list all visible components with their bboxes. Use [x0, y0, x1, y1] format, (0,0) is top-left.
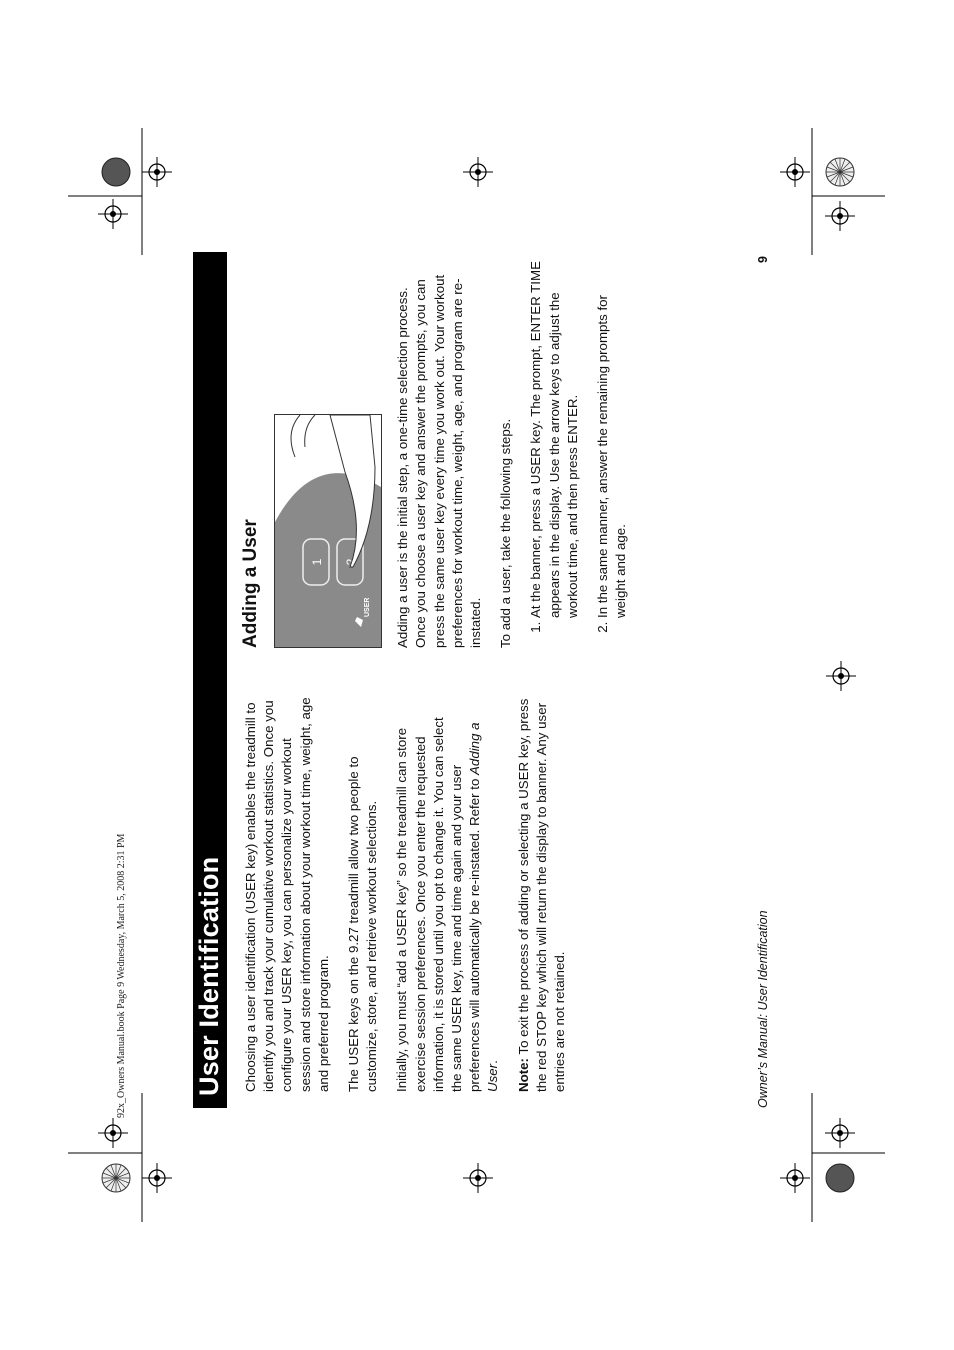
section-heading: Adding a User [240, 519, 261, 648]
step-2: 2. In the same manner, answer the remaining prompts for weight and age. [594, 258, 630, 618]
user-key-illustration [274, 414, 382, 648]
intro-paragraph: Choosing a user identification (USER key) enables the treadmill to identify you and track your cumulative workout statistics. Once you configure your USER key, you can personalize your workout session and store information about your workout time, weight, age and preferred program. [243, 697, 331, 1092]
user-label: USER [364, 597, 372, 617]
note-paragraph: Note: To exit the process of adding or selecting a USER key, press the red STOP key which will return the display to banner. Any user entries are not retained. [515, 698, 568, 1092]
page-number: 9 [756, 256, 770, 263]
user-keys-paragraph: The USER keys on the 9.27 treadmill allow two people to customize, store, and retrieve workout selections. [346, 756, 380, 1092]
steps-list [527, 258, 630, 648]
adding-user-paragraph: Adding a user is the initial step, a one-time selection process. Once you choose a user key and answer the prompts, you can press the same user key every time you work out. Your workout preferences for workout time, weight, age, and program are re-instated. [395, 274, 484, 648]
note-label: Note: [515, 1058, 531, 1092]
right-column [242, 258, 642, 648]
page-content [0, 252, 770, 1108]
title-bar [193, 252, 227, 1108]
key-2-label: 2 [344, 558, 359, 566]
page-title: User Identification [194, 856, 224, 1096]
left-column [242, 697, 581, 1092]
steps-intro: To add a user, take the following steps. [498, 418, 514, 648]
adding-user-reference: Adding a User [467, 722, 501, 1092]
step-1: 1. At the banner, press a USER key. The prompt, ENTER TIME appears in the display. Use the arrow keys to adjust the workout time, and then press ENTER. [527, 258, 582, 618]
footer-text: Owner’s Manual: User Identification [756, 910, 770, 1108]
printer-slug: 92x_Owners Manual.book Page 9 Wednesday, March 5, 2008 2:31 PM [116, 833, 127, 1118]
key-1-label: 1 [310, 558, 325, 566]
initial-paragraph: Initially, you must “add a USER key” so the treadmill can store exercise session preferences. Once you enter the requested information, it is stored until you opt to change it. You can select the same USER key, time and time again and your user preferences will automatically be re-instated. Refer to Adding a User. [394, 717, 501, 1092]
